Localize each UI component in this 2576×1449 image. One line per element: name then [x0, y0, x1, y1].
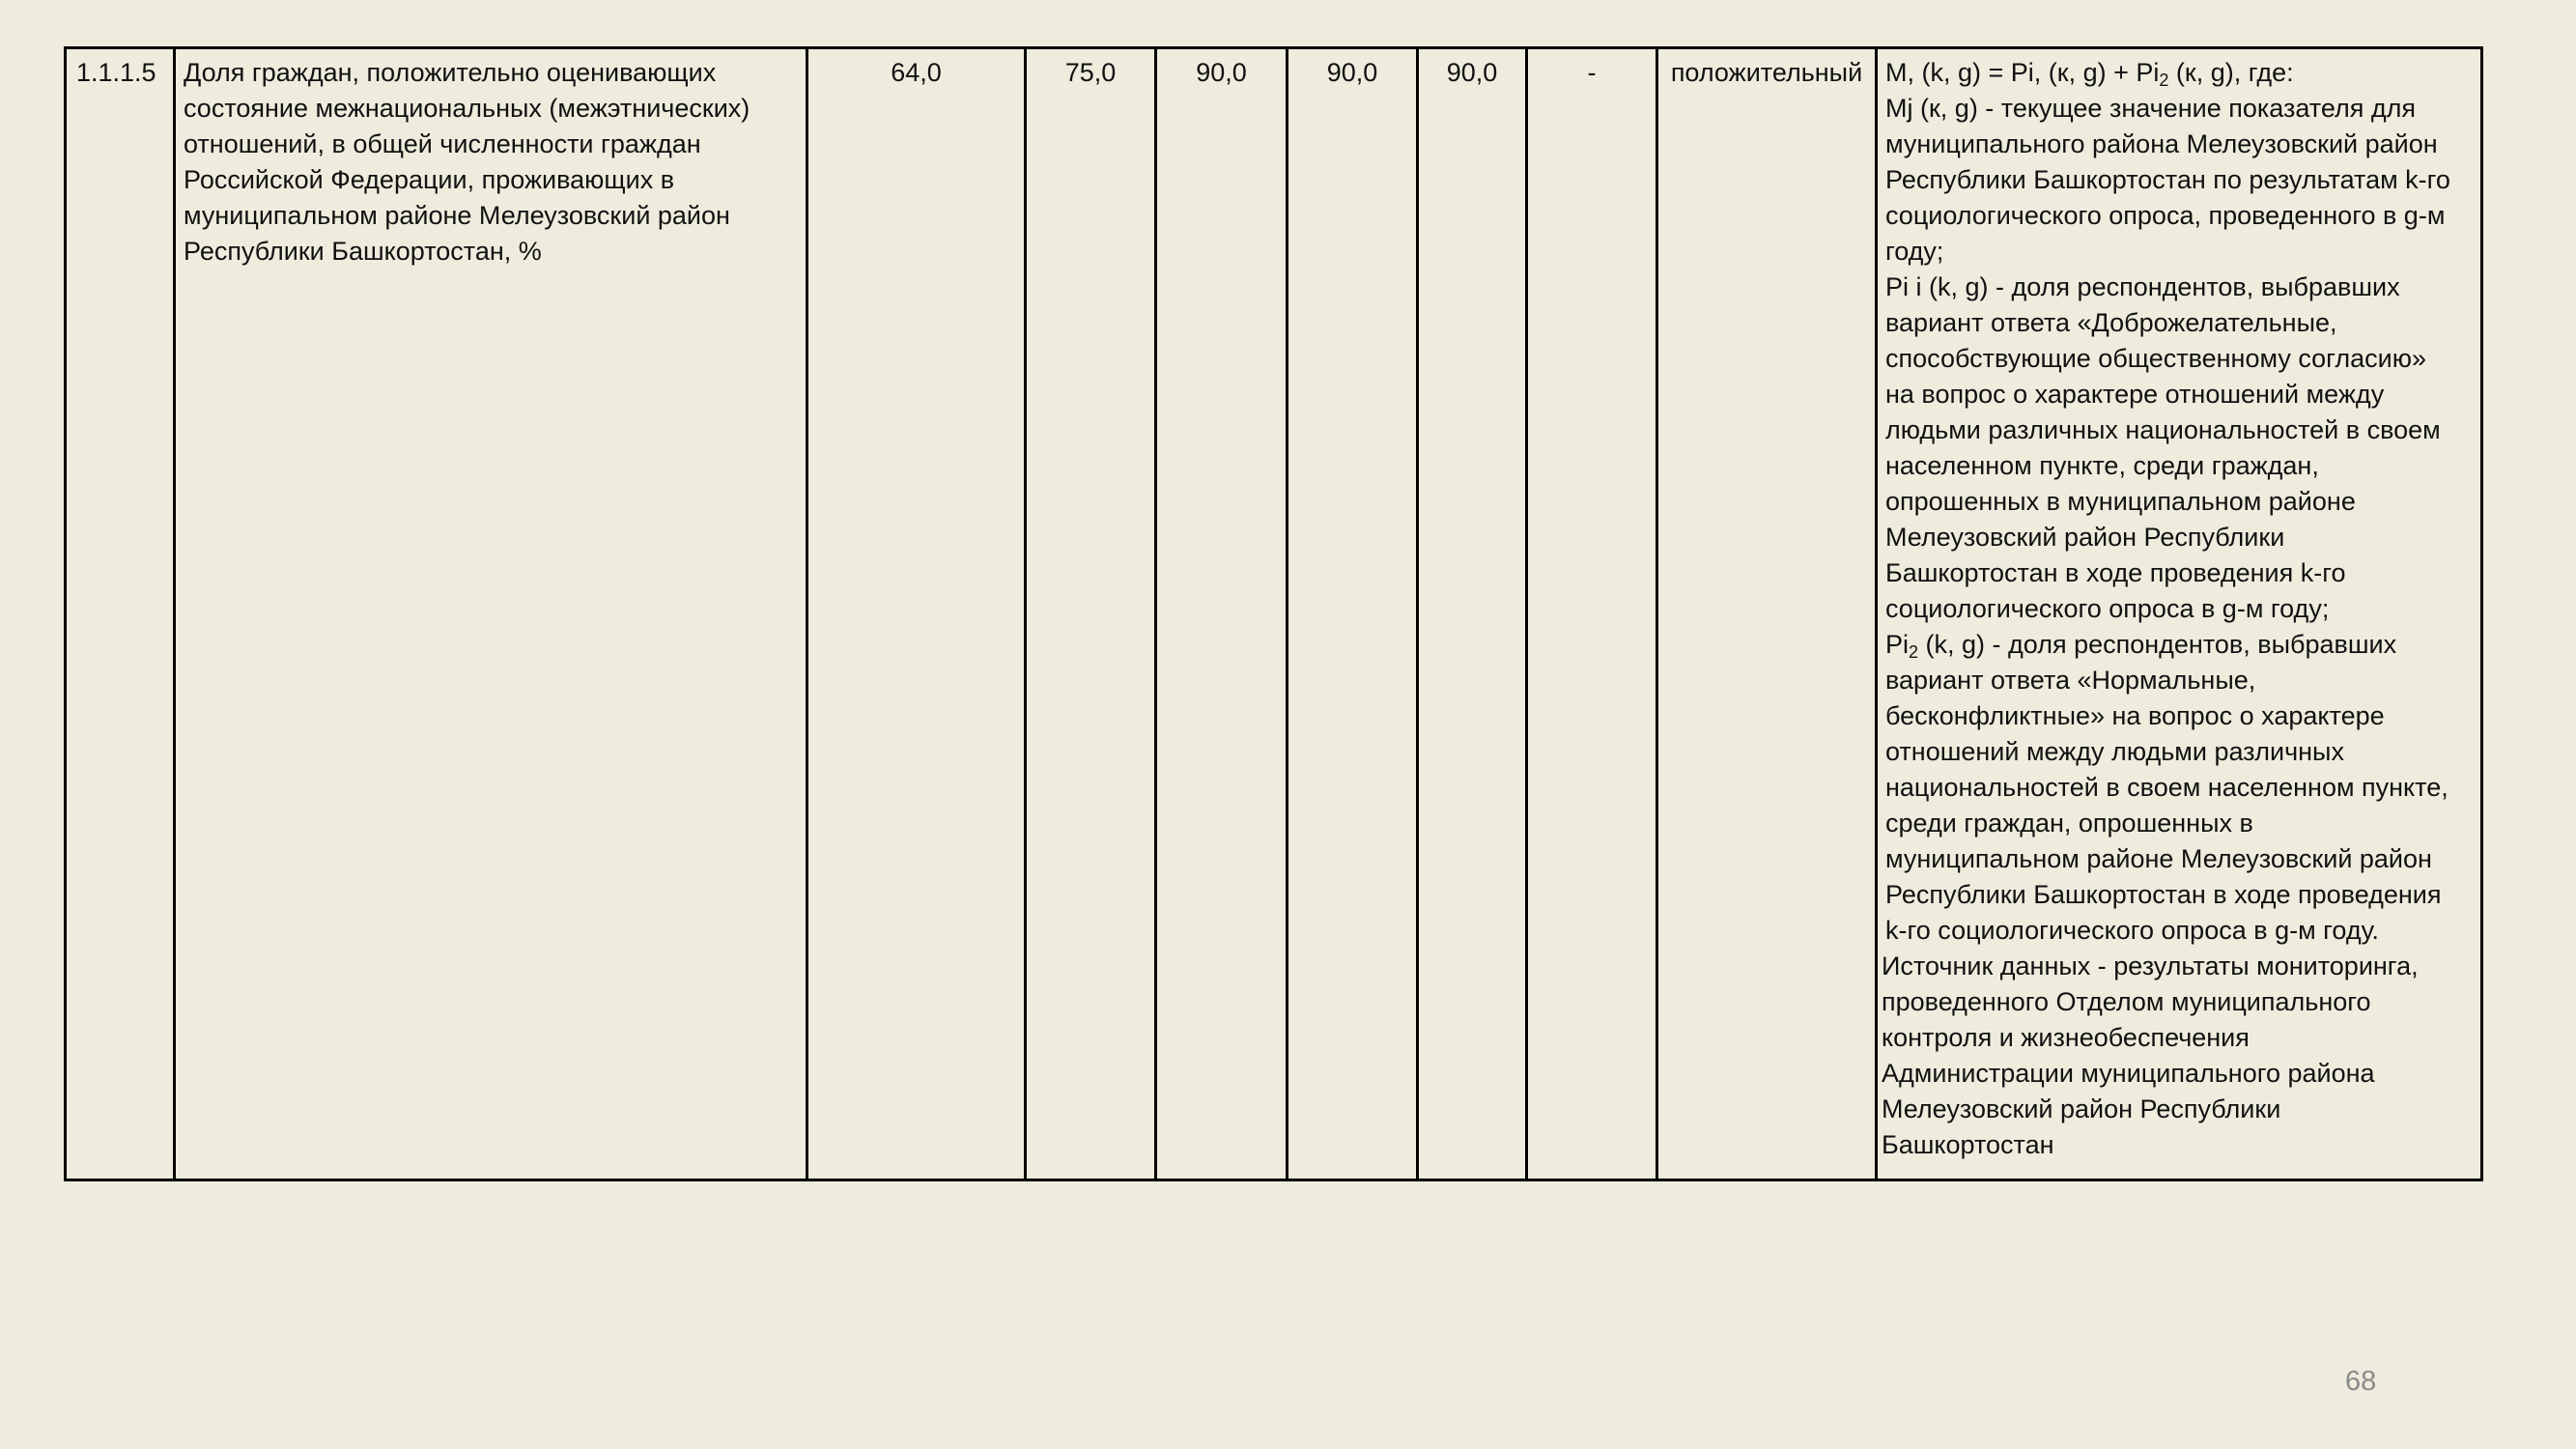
- data-source-line: Мелеузовский район Республики: [1882, 1094, 2281, 1123]
- value-cell: 75,0: [1026, 48, 1156, 1180]
- data-source-line: Администрации муниципального района: [1882, 1059, 2375, 1088]
- data-source-line: контроля и жизнеобеспечения: [1882, 1023, 2250, 1052]
- value-cell: 90,0: [1156, 48, 1288, 1180]
- formula-line: $Pi_2$ (k, g) - доля респондентов, выбравших: [1885, 630, 2397, 662]
- page-number: 68: [2345, 1366, 2377, 1397]
- indicator-table: [64, 46, 2483, 1181]
- indicator-number: 1.1.1.5: [66, 48, 175, 1180]
- data-source-line: Источник данных - результаты мониторинга,: [1882, 952, 2419, 980]
- value-cell: 90,0: [1418, 48, 1527, 1180]
- indicator-description: Доля граждан, положительно оценивающих состояние межнациональных (межэтнических) отношений, в общей численности граждан Российской Федерации, проживающих в муниципальном районе Мелеузовский район Республики Башкортостан, %: [175, 48, 807, 1180]
- value-cell: -: [1527, 48, 1657, 1180]
- data-source-line: Башкортостан: [1882, 1130, 2054, 1159]
- value-cell: 90,0: [1288, 48, 1418, 1180]
- formula-line: M, (k, g) = Pi, (к, $g) + Pi_2$ (к, g), где:: [1885, 58, 2294, 90]
- table-row: [66, 48, 2482, 1180]
- value-cell: 64,0: [807, 48, 1026, 1180]
- trend-cell: положительный: [1657, 48, 1877, 1180]
- data-source-line: проведенного Отделом муниципального: [1882, 987, 2371, 1016]
- formula-cell: M, (k, g) = Pi, (к, $g) + Pi_2$ (к, g), где: Mj (к, g) - текущее значение показателя для муниципального района Мелеузовский район Республики Башкортостан по результатам k-го социологического опроса, проведенного в g-м году; Pi i (k, g) - доля респондентов, выбравших вариант ответа «Доброжелательные, способствующие общественному согласию» на вопрос о характере отношений между людьми различных национальностей в своем населенном пункте, среди граждан, опрошенных в муниципальном районе Мелеузовский район Республики Башкортостан в ходе проведения k-го социологического опроса в g-м году; $Pi_2$ (k, g) - доля респондентов, выбравших вариант ответа «Нормальные, бесконфликтные» на вопрос о характере отношений между людьми различных национальностей в своем населенном пункте, среди граждан, опрошенных в муниципальном районе Мелеузовский район Республики Башкортостан в ходе проведения k-го социологического опроса в g-м году. Источник данных - результаты мониторинга, проведенного Отделом муниципального контроля и жизнеобеспечения Администрации муниципального района Мелеузовский район Республики Башкортостан: [1877, 48, 2482, 1180]
